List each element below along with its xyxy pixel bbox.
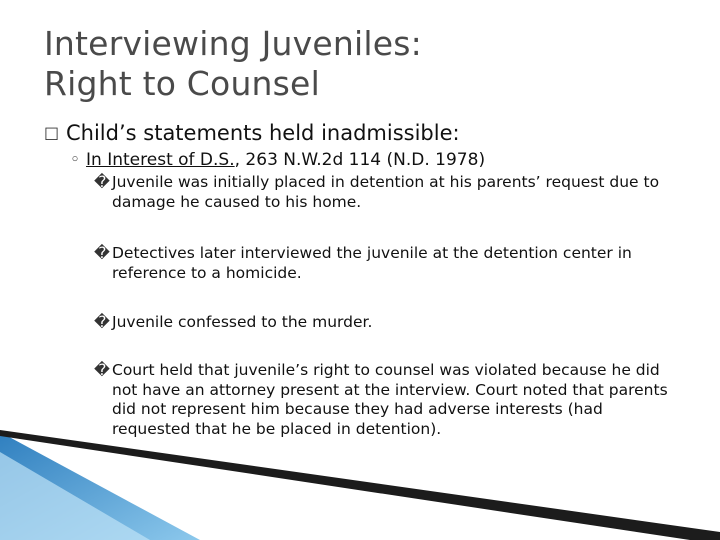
fact-text: Juvenile confessed to the murder.: [112, 313, 373, 331]
missing-glyph-bullet-icon: �: [94, 313, 110, 331]
fact-text: Juvenile was initially placed in detention at his parents’ request due to damage he caused to his home.: [112, 173, 660, 211]
fact-point: [94, 361, 682, 439]
fact-text: Court held that juvenile’s right to counsel was violated because he did not have an attorney present at the interview. Court noted that parents did not represent him because they had adverse interests (had requested that he be placed in detention).: [112, 361, 668, 438]
corner-decoration: [0, 430, 720, 540]
missing-glyph-bullet-icon: �: [94, 361, 110, 379]
level2-bullet-item: [70, 149, 485, 171]
title-line-2: Right to Counsel: [44, 64, 320, 103]
missing-glyph-bullet-icon: �: [94, 244, 110, 262]
level1-text: Child’s statements held inadmissible:: [66, 121, 460, 145]
case-citation: , 263 N.W.2d 114 (N.D. 1978): [234, 150, 486, 170]
title-line-1: Interviewing Juveniles:: [44, 24, 422, 63]
level1-bullet-item: [44, 120, 460, 146]
checkbox-bullet-icon: □: [44, 123, 60, 142]
circle-bullet-icon: ◦: [70, 150, 81, 170]
case-name-link: In Interest of D.S.: [86, 150, 235, 170]
fact-point: [94, 173, 682, 212]
fact-text: Detectives later interviewed the juvenile at the detention center in reference to a homicide.: [112, 244, 632, 282]
fact-point: [94, 313, 682, 333]
missing-glyph-bullet-icon: �: [94, 173, 110, 191]
fact-point: [94, 244, 682, 283]
slide-title: [44, 24, 422, 104]
